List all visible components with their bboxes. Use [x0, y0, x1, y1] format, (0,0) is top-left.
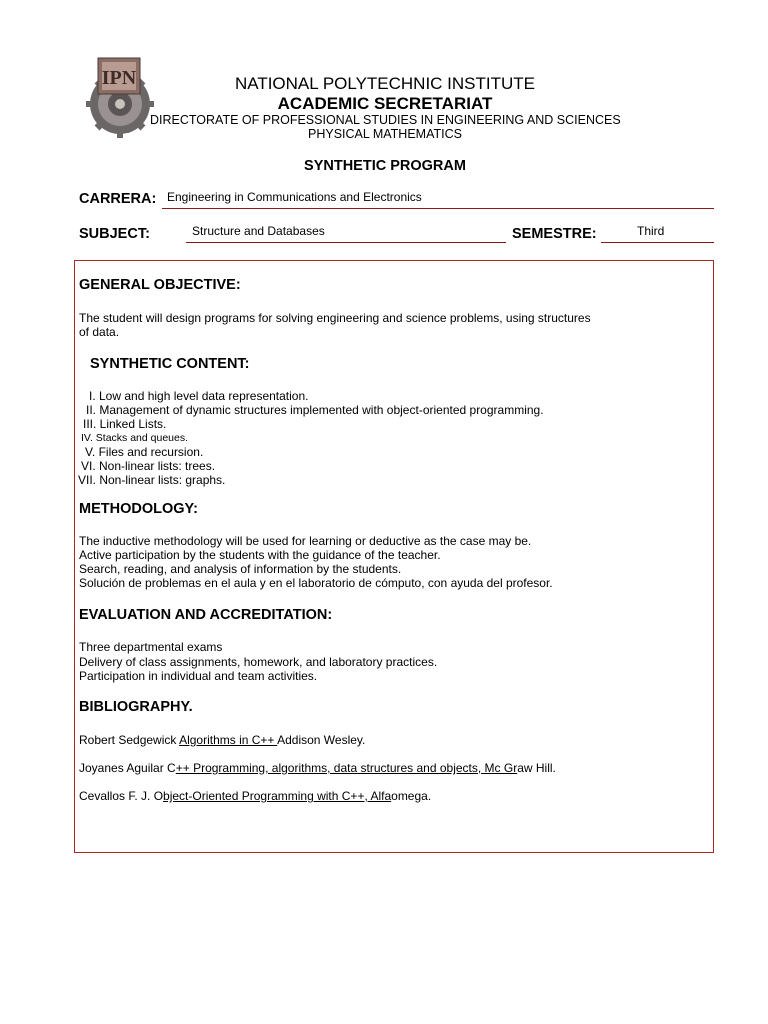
bibliography-entry: [79, 789, 431, 803]
bib-author: Joyanes Aguilar C: [79, 761, 176, 775]
content-item: IV. Stacks and queues.: [81, 432, 189, 444]
methodology-line: The inductive methodology will be used for learning or deductive as the case may be.: [79, 534, 532, 548]
bib-publisher: omega.: [391, 789, 432, 803]
secretariat-title: ACADEMIC SECRETARIAT: [277, 94, 493, 113]
content-item: I. Low and high level data representation.: [89, 389, 309, 403]
bib-author: Robert Sedgewick: [79, 733, 180, 747]
institute-title: NATIONAL POLYTECHNIC INSTITUTE: [234, 74, 536, 93]
bib-author: Cevallos F. J. O: [79, 789, 164, 803]
bibliography-entry: [79, 761, 556, 775]
methodology-line: Solución de problemas en el aula y en el laboratorio de cómputo, con ayuda del profesor.: [79, 576, 553, 590]
content-item: VII. Non-linear lists: graphs.: [78, 473, 226, 487]
methodology-heading: METHODOLOGY:: [79, 501, 198, 517]
svg-text:IPN: IPN: [101, 67, 137, 89]
general-objective-heading: GENERAL OBJECTIVE:: [79, 277, 241, 293]
general-objective-line: The student will design programs for solving engineering and science problems, using structures: [79, 311, 591, 325]
bib-publisher: Addison Wesley.: [277, 733, 366, 747]
content-item: VI. Non-linear lists: trees.: [81, 459, 216, 473]
general-objective-line: of data.: [79, 325, 120, 339]
semestre-underline: [601, 242, 714, 243]
bibliography-heading: BIBLIOGRAPHY.: [79, 699, 193, 715]
content-item: V. Files and recursion.: [85, 445, 204, 459]
evaluation-line: Three departmental exams: [79, 640, 223, 654]
directorate-title: DIRECTORATE OF PROFESSIONAL STUDIES IN ENGINEERING AND SCIENCES: [150, 113, 621, 127]
content-item: III. Linked Lists.: [83, 417, 167, 431]
methodology-line: Active participation by the students with the guidance of the teacher.: [79, 548, 441, 562]
subject-label: SUBJECT:: [79, 226, 150, 242]
bibliography-entry: [79, 733, 365, 747]
content-item: II. Management of dynamic structures implemented with object-oriented programming.: [86, 403, 544, 417]
bib-title: Algorithms in C++: [179, 733, 278, 747]
subject-underline: [186, 242, 506, 243]
carrera-label: CARRERA:: [79, 191, 157, 207]
semestre-label: SEMESTRE:: [512, 226, 597, 242]
ipn-logo: [86, 52, 154, 142]
synthetic-content-heading: SYNTHETIC CONTENT:: [90, 356, 250, 372]
semestre-value: Third: [637, 224, 665, 238]
evaluation-heading: EVALUATION AND ACCREDITATION:: [79, 607, 333, 623]
evaluation-line: Participation in individual and team activities.: [79, 669, 318, 683]
bib-publisher: aw Hill.: [517, 761, 556, 775]
methodology-line: Search, reading, and analysis of information by the students.: [79, 562, 402, 576]
carrera-value: Engineering in Communications and Electronics: [167, 190, 422, 204]
bib-title: ++ Programming, algorithms, data structures and objects, Mc Gr: [175, 761, 518, 775]
carrera-underline: [162, 208, 714, 209]
bib-title: bject-Oriented Programming with C++, Alfa: [163, 789, 392, 803]
subject-value: Structure and Databases: [192, 224, 325, 238]
department-title: PHYSICAL MATHEMATICS: [308, 127, 462, 141]
program-title: SYNTHETIC PROGRAM: [304, 158, 466, 174]
evaluation-line: Delivery of class assignments, homework, and laboratory practices.: [79, 655, 438, 669]
